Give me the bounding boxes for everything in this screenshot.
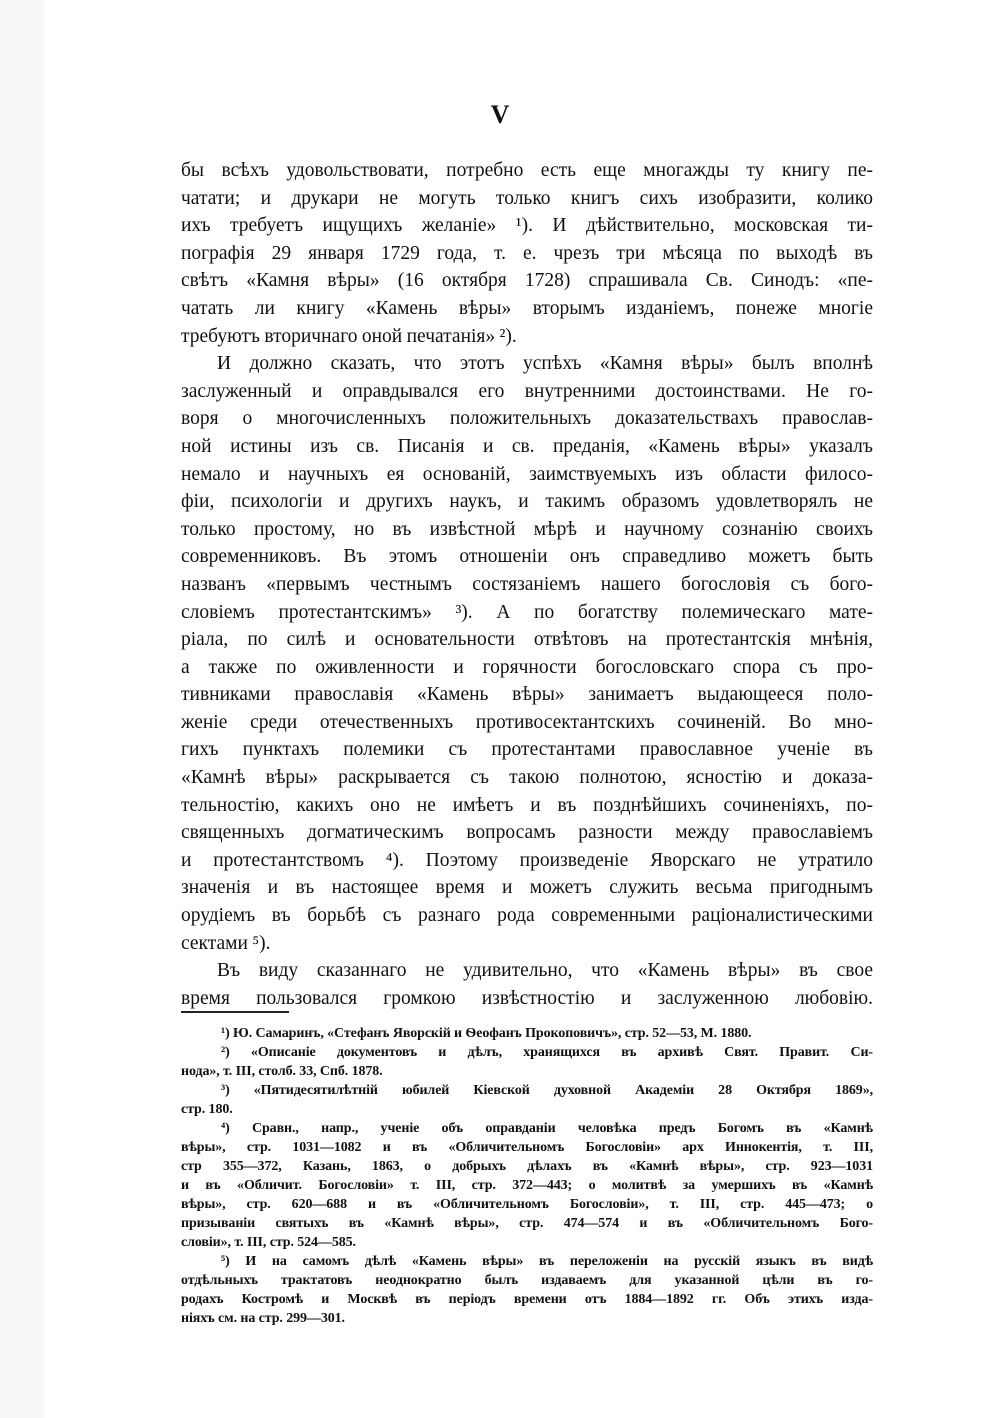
- page-number: V: [490, 100, 510, 129]
- text-line: ріала, по силѣ и основательности отвѣтовъ на протестантскія мнѣнія,: [181, 629, 873, 651]
- footnote-line: стр. 180.: [181, 1102, 233, 1117]
- footnote-line: вѣры», стр. 620—688 и въ «Обличительномъ Богословіи», т. III, стр. 445—473; о: [181, 1197, 873, 1212]
- text-line: сектами ⁵).: [181, 932, 271, 954]
- footnote-line: словіи», т. III, стр. 524—585.: [181, 1235, 356, 1250]
- text-line: воря о многочисленныхъ положительныхъ доказательствахъ православ-: [181, 408, 873, 430]
- text-line: и протестантствомъ ⁴). Поэтому произведеніе Яворскаго не утратило: [181, 849, 873, 871]
- footnote-line: и въ «Обличит. Богословіи» т. III, стр. 372—443; о молитвѣ за умершихъ въ «Камнѣ: [181, 1178, 873, 1193]
- footnote-line: ніяхъ см. на стр. 299—301.: [181, 1311, 345, 1326]
- footnote-line: ⁵) И на самомъ дѣлѣ «Камень вѣры» въ переложеніи на русскій языкъ въ видѣ: [221, 1254, 873, 1269]
- paragraph: [181, 957, 873, 1012]
- text-line: немало и научныхъ ея основаній, заимствуемыхъ изъ области филосо-: [181, 463, 873, 485]
- text-line: значенія и въ настоящее время и можетъ служить весьма пригоднымъ: [181, 877, 873, 899]
- footnote-line: призываніи святыхъ въ «Камнѣ вѣры», стр. 474—574 и въ «Обличительномъ Бого-: [181, 1216, 873, 1231]
- text-line: современниковъ. Въ этомъ отношеніи онъ справедливо можетъ быть: [181, 546, 873, 568]
- text-line: орудіемъ въ борьбѣ съ разнаго рода современными раціоналистическими: [181, 905, 873, 927]
- text-line: фіи, психологіи и другихъ наукъ, и такимъ образомъ удовлетворялъ не: [181, 491, 873, 513]
- text-line: свѣтъ «Камня вѣры» (16 октября 1728) спрашивала Св. Синодъ: «пе-: [181, 270, 873, 292]
- text-line: Въ виду сказаннаго не удивительно, что «Камень вѣры» въ свое: [217, 960, 873, 982]
- text-line: чатать ли книгу «Камень вѣры» вторымъ изданіемъ, понеже многіе: [181, 297, 873, 319]
- text-line: тивниками православія «Камень вѣры» занимаетъ выдающееся поло-: [181, 684, 873, 706]
- footnote-line: ²) «Описаніе документовъ и дѣлъ, хранящихся въ архивѣ Свят. Правит. Си-: [221, 1045, 873, 1060]
- scan-margin: [0, 0, 44, 1418]
- footnote-line: ¹) Ю. Самаринъ, «Стефанъ Яворскій и Ѳеофанъ Прокоповичъ», стр. 52—53, М. 1880.: [221, 1026, 752, 1041]
- footnote-3: [181, 1081, 873, 1119]
- footnotes: [181, 1024, 873, 1328]
- footnote-line: стр 355—372, Казань, 1863, о добрыхъ дѣлахъ въ «Камнѣ вѣры», стр. 923—1031: [181, 1159, 873, 1174]
- text-line: гихъ пунктахъ полемики съ протестантами православное ученіе въ: [181, 739, 873, 761]
- text-line: ихъ требуетъ ищущихъ желаніе» ¹). И дѣйствительно, московская ти-: [181, 215, 873, 237]
- text-line: чатати; и друкари не могуть только книгъ сихъ изобразити, колико: [181, 187, 873, 209]
- footnote-line: родахъ Костромѣ и Москвѣ въ періодъ времени отъ 1884—1892 гг. Объ этихъ изда-: [181, 1292, 873, 1307]
- text-line: только простому, но въ извѣстной мѣрѣ и научному сознанію своихъ: [181, 518, 873, 540]
- footnote-5: [181, 1252, 873, 1328]
- footnote-1: [181, 1024, 873, 1043]
- text-line: требуютъ вторичнаго оной печатанія» ²).: [181, 325, 517, 347]
- text-line: словіемъ протестантскимъ» ³). А по богатству полемическаго мате-: [181, 601, 873, 623]
- text-line: священныхъ догматическимъ вопросамъ разности между православіемъ: [181, 822, 873, 844]
- main-text: [181, 157, 873, 1012]
- footnote-line: вѣры», стр. 1031—1082 и въ «Обличительномъ Богословіи» арх Иннокентія, т. III,: [181, 1140, 873, 1155]
- footnote-line: отдѣльныхъ трактатовъ неоднократно былъ издаваемъ для указанной цѣли въ го-: [181, 1273, 873, 1288]
- text-line: тельностію, какихъ оно не имѣетъ и въ позднѣйшихъ сочиненіяхъ, по-: [181, 794, 873, 816]
- footnote-line: нода», т. III, столб. 33, Спб. 1878.: [181, 1064, 383, 1079]
- text-line: заслуженный и оправдывался его внутренними достоинствами. Не го-: [181, 380, 873, 402]
- paragraph: [181, 157, 873, 350]
- text-line: бы всѣхъ удовольствовати, потребно есть еще многажды ту книгу пе-: [181, 160, 873, 181]
- footnote-divider: [181, 1011, 289, 1013]
- text-line: ной истины изъ св. Писанія и св. преданія, «Камень вѣры» указалъ: [181, 435, 873, 457]
- footnote-2: [181, 1043, 873, 1081]
- text-line: названъ «первымъ честнымъ состязаніемъ нашего богословія съ бого-: [181, 573, 873, 595]
- text-line: И должно сказать, что этотъ успѣхъ «Камня вѣры» былъ вполнѣ: [217, 353, 873, 375]
- text-line: женіе среди отечественныхъ противосектантскихъ сочиненій. Во мно-: [181, 711, 873, 733]
- footnote-line: ³) «Пятидесятилѣтній юбилей Кіевской духовной Академіи 28 Октября 1869»,: [221, 1083, 873, 1098]
- footnote-line: ⁴) Сравн., напр., ученіе объ оправданіи человѣка предъ Богомъ въ «Камнѣ: [221, 1121, 873, 1136]
- text-line: пографія 29 января 1729 года, т. е. чрезъ три мѣсяца по выходѣ въ: [181, 242, 873, 264]
- footnote-4: [181, 1119, 873, 1252]
- text-line: а также по оживленности и горячности богословскаго спора съ про-: [181, 656, 873, 678]
- paragraph: [181, 350, 873, 957]
- text-line: время пользовался громкою извѣстностію и заслуженною любовію.: [181, 987, 873, 1009]
- text-line: «Камнѣ вѣры» раскрывается съ такою полнотою, ясностію и доказа-: [181, 767, 873, 789]
